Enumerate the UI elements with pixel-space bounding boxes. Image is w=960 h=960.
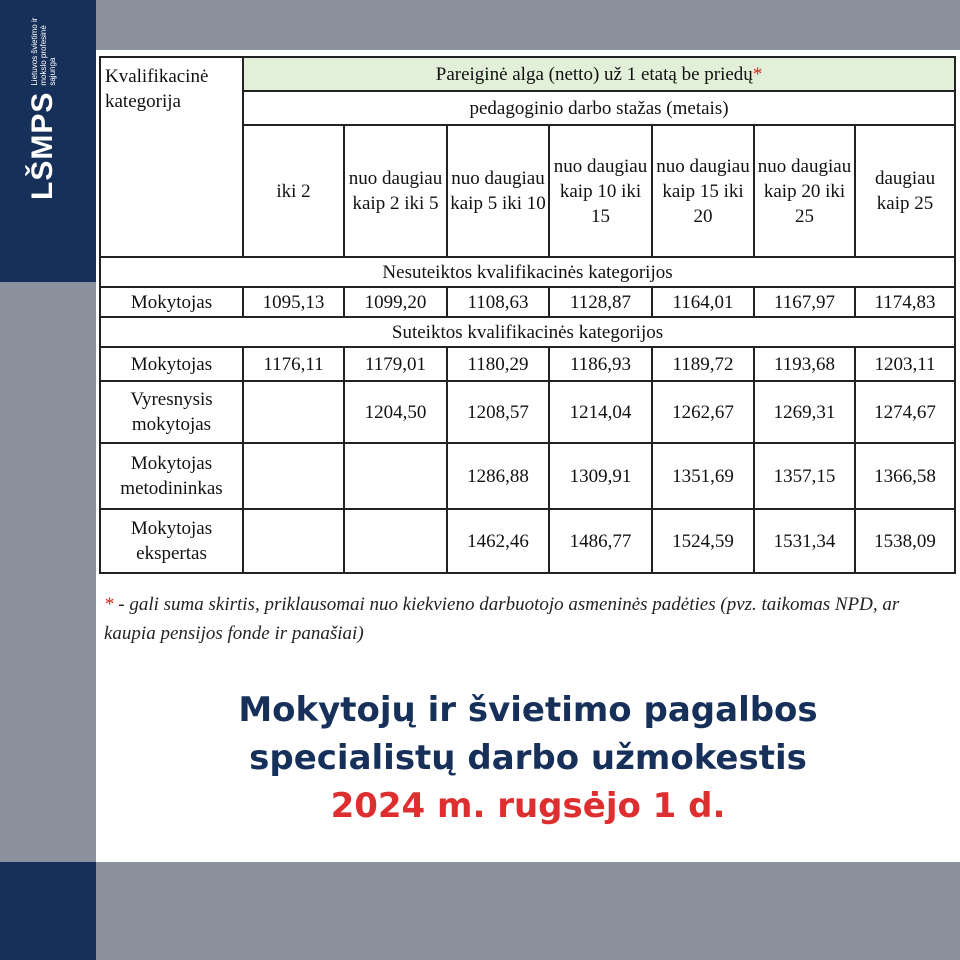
- table-title: [243, 57, 955, 91]
- table-row: [100, 381, 955, 443]
- category-header: Kvalifikacinė kategorija: [100, 57, 243, 257]
- table-cell: 1179,01: [344, 347, 447, 381]
- table-cell: 1531,34: [754, 509, 855, 573]
- column-header: nuo daugiau kaip 10 iki 15: [549, 125, 652, 257]
- table-cell: 1486,77: [549, 509, 652, 573]
- table-cell: 1189,72: [652, 347, 754, 381]
- table-cell: 1286,88: [447, 443, 549, 509]
- column-header: nuo daugiau kaip 20 iki 25: [754, 125, 855, 257]
- headline: [96, 686, 960, 830]
- table-title-mark: *: [752, 63, 763, 85]
- section-assigned: Suteiktos kvalifikacinės kategorijos: [100, 317, 955, 347]
- table-cell: 1108,63: [447, 287, 549, 317]
- footnote-text: - gali suma skirtis, priklausomai nuo kiekvieno darbuotojo asmeninės padėties (pvz. taikomas NPD, ar kaupia pensijos fonde ir panašiai): [104, 594, 900, 644]
- table-cell: [243, 443, 344, 509]
- column-header: nuo daugiau kaip 5 iki 10: [447, 125, 549, 257]
- table-row: [100, 443, 955, 509]
- table-subtitle: pedagoginio darbo stažas (metais): [243, 91, 955, 125]
- table-cell: 1186,93: [549, 347, 652, 381]
- brand-logo: [28, 16, 58, 200]
- table-cell: 1524,59: [652, 509, 754, 573]
- table-cell: 1214,04: [549, 381, 652, 443]
- table-cell: 1203,11: [855, 347, 955, 381]
- table-cell: [243, 509, 344, 573]
- table-cell: 1193,68: [754, 347, 855, 381]
- table-cell: 1351,69: [652, 443, 754, 509]
- table-cell: 1128,87: [549, 287, 652, 317]
- table-cell: 1099,20: [344, 287, 447, 317]
- footnote: [104, 590, 954, 648]
- row-label: Mokytojas: [100, 287, 243, 317]
- column-header: daugiau kaip 25: [855, 125, 955, 257]
- table-cell: 1174,83: [855, 287, 955, 317]
- table-cell: [344, 443, 447, 509]
- table-cell: 1167,97: [754, 287, 855, 317]
- salary-table: [99, 56, 956, 574]
- footnote-mark: *: [104, 594, 114, 615]
- table-cell: 1176,11: [243, 347, 344, 381]
- table-cell: 1164,01: [652, 287, 754, 317]
- table-cell: 1095,13: [243, 287, 344, 317]
- table-row: [100, 287, 955, 317]
- left-brand-bar: [0, 0, 96, 282]
- column-header: iki 2: [243, 125, 344, 257]
- table-cell: 1208,57: [447, 381, 549, 443]
- left-bottom-bar: [0, 862, 96, 960]
- row-label: Mokytojas metodininkas: [100, 443, 243, 509]
- table-cell: 1538,09: [855, 509, 955, 573]
- table-cell: 1269,31: [754, 381, 855, 443]
- row-label: Vyresnysis mokytojas: [100, 381, 243, 443]
- table-cell: 1262,67: [652, 381, 754, 443]
- table-row: [100, 347, 955, 381]
- table-row: [100, 509, 955, 573]
- column-header: nuo daugiau kaip 15 iki 20: [652, 125, 754, 257]
- table-cell: 1366,58: [855, 443, 955, 509]
- column-header: nuo daugiau kaip 2 iki 5: [344, 125, 447, 257]
- table-cell: 1180,29: [447, 347, 549, 381]
- table-cell: 1309,91: [549, 443, 652, 509]
- row-label: Mokytojas ekspertas: [100, 509, 243, 573]
- table-cell: 1204,50: [344, 381, 447, 443]
- table-cell: [344, 509, 447, 573]
- table-cell: 1274,67: [855, 381, 955, 443]
- brand-logo-text: LŠMPS: [26, 91, 59, 200]
- headline-line-1: Mokytojų ir švietimo pagalbos: [238, 690, 818, 730]
- table-title-text: Pareiginė alga (netto) už 1 etatą be priedų: [435, 63, 753, 85]
- table-cell: 1462,46: [447, 509, 549, 573]
- brand-logo-subtitle: Lietuvos švietimo ir mokslo profesinė sąjunga: [29, 17, 57, 86]
- headline-date: 2024 m. rugsėjo 1 d.: [330, 786, 726, 826]
- table-cell: 1357,15: [754, 443, 855, 509]
- salary-card: [96, 50, 960, 862]
- headline-line-2: specialistų darbo užmokestis: [249, 738, 807, 778]
- section-unassigned: Nesuteiktos kvalifikacinės kategorijos: [100, 257, 955, 287]
- table-cell: [243, 381, 344, 443]
- row-label: Mokytojas: [100, 347, 243, 381]
